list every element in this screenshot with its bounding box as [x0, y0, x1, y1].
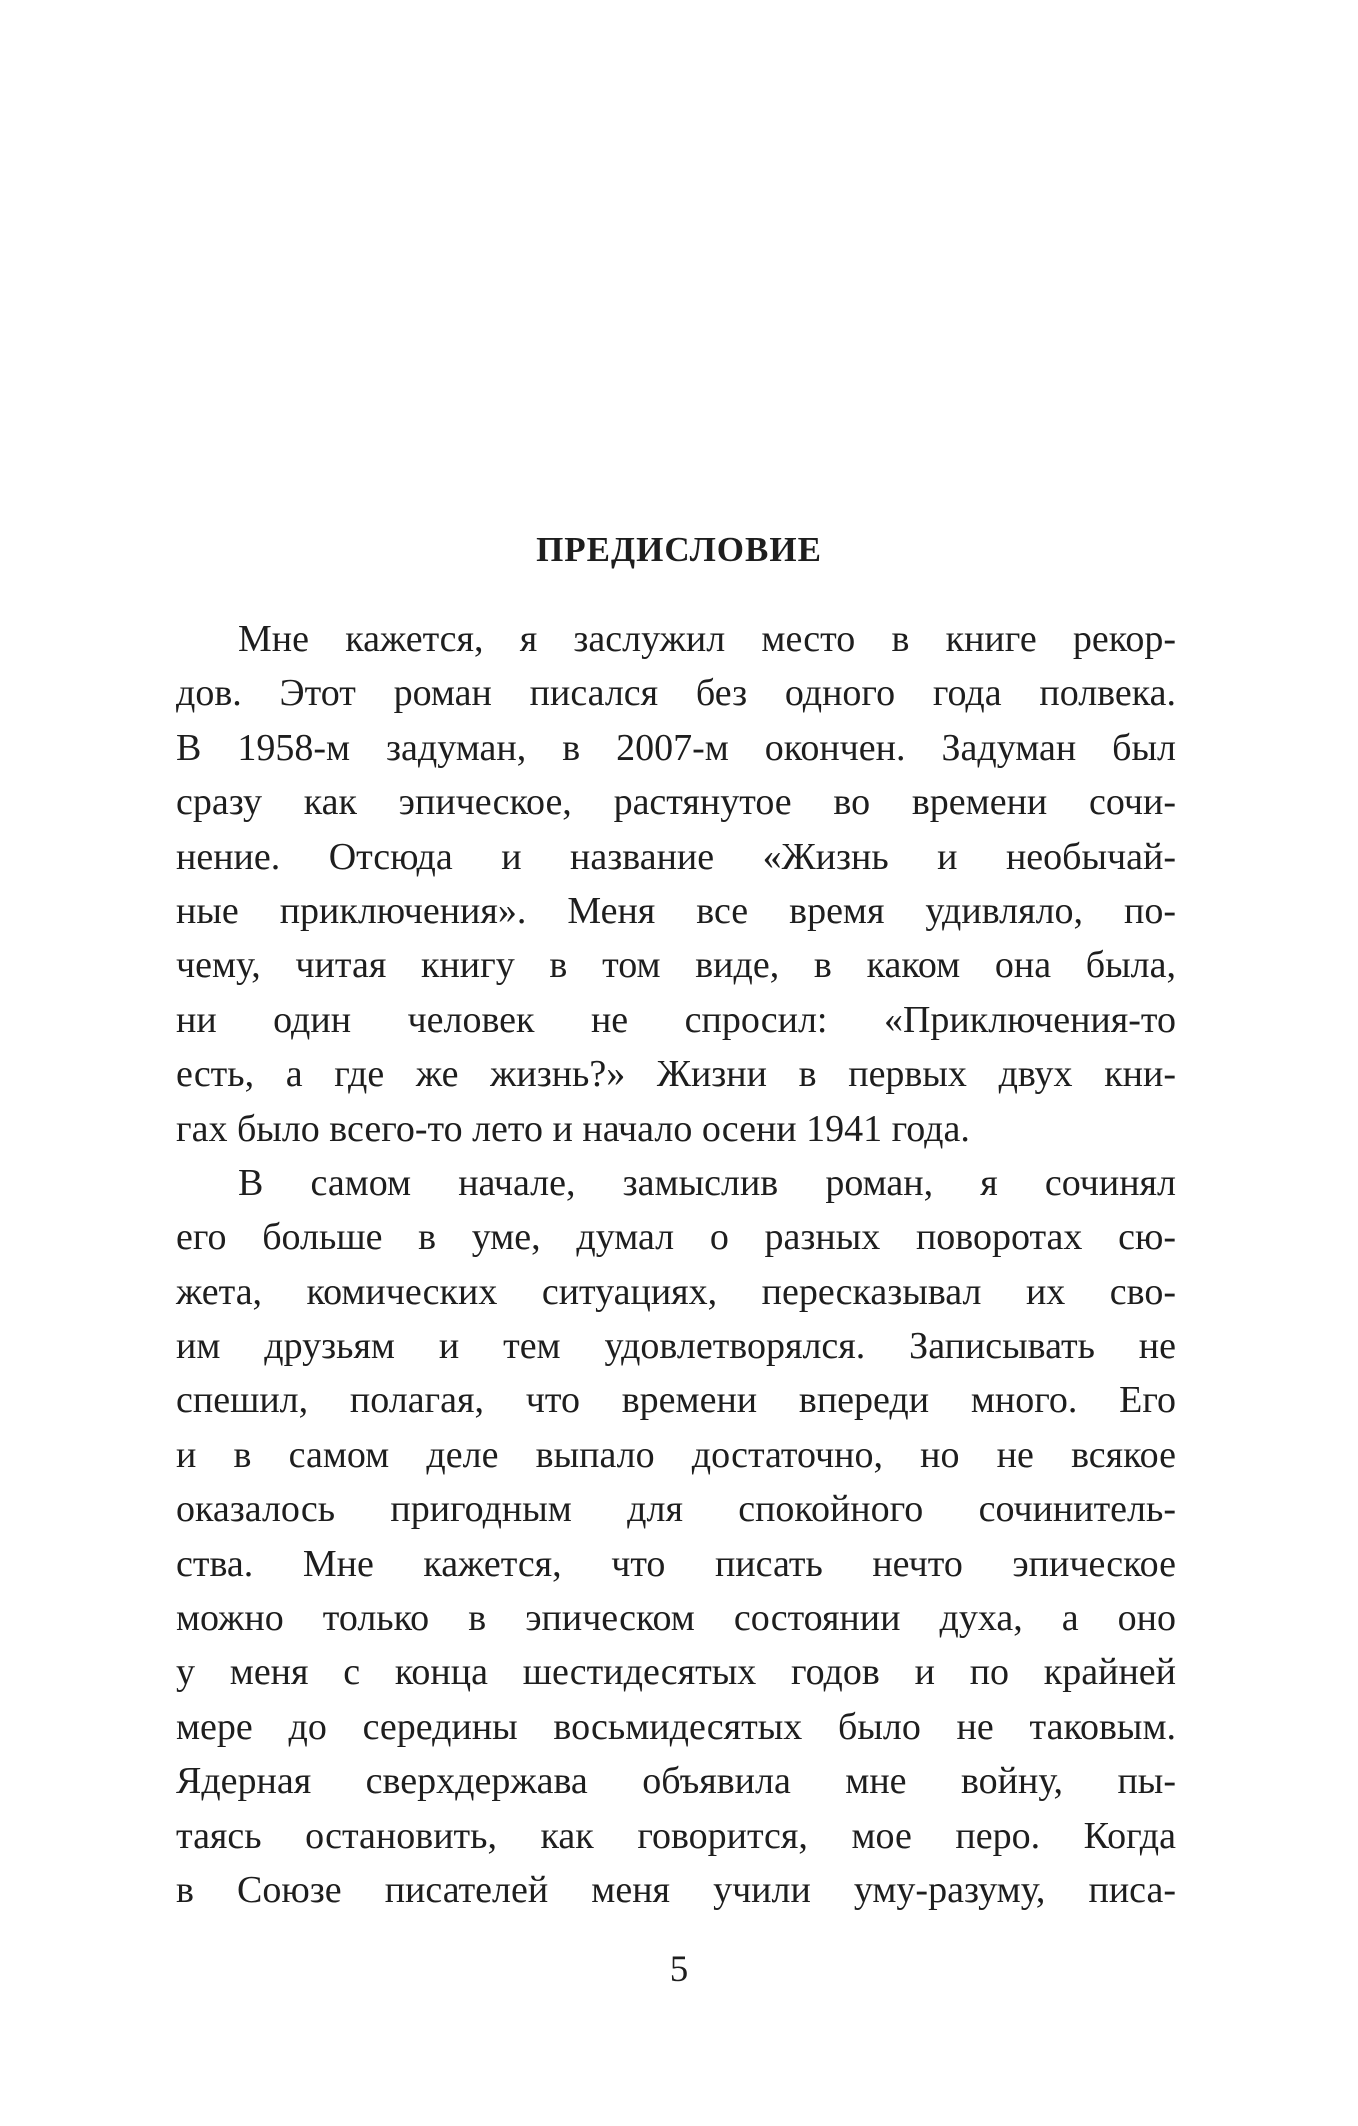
text-line: ни один человек не спросил: «Приключения-то: [176, 998, 1176, 1041]
text-line: нение. Отсюда и название «Жизнь и необычай-: [176, 835, 1176, 878]
text-line: ства. Мне кажется, что писать нечто эпическое: [176, 1542, 1176, 1585]
text-line: спешил, полагая, что времени впереди много. Его: [176, 1379, 1176, 1422]
body-text: [176, 612, 1176, 1917]
text-line: таясь остановить, как говорится, мое перо. Когда: [176, 1814, 1176, 1857]
page-number: 5: [669, 1949, 689, 1990]
text-line: жета, комических ситуациях, пересказывал их сво-: [176, 1270, 1176, 1313]
text-line: и в самом деле выпало достаточно, но не всякое: [176, 1433, 1176, 1476]
text-line: его больше в уме, думал о разных поворотах сю-: [176, 1216, 1176, 1259]
text-line: ные приключения». Меня все время удивляло, по-: [176, 889, 1176, 932]
text-line: В 1958-м задуман, в 2007-м окончен. Задуман был: [176, 726, 1176, 769]
text-line: есть, а где же жизнь?» Жизни в первых двух кни-: [176, 1053, 1176, 1096]
text-line: сразу как эпическое, растянутое во времени сочи-: [176, 781, 1176, 824]
text-line: в Союзе писателей меня учили уму-разуму, писа-: [176, 1868, 1176, 1911]
text-line: гах было всего-то лето и начало осени 1941 года.: [176, 1107, 970, 1150]
text-line: чему, читая книгу в том виде, в каком она была,: [176, 944, 1176, 987]
text-line: можно только в эпическом состоянии духа, а оно: [176, 1597, 1176, 1640]
chapter-heading: ПРЕДИСЛОВИЕ: [536, 530, 822, 569]
text-line: Мне кажется, я заслужил место в книге рекор-: [238, 618, 1176, 660]
text-line: мере до середины восьмидесятых было не таковым.: [176, 1705, 1176, 1748]
text-line: дов. Этот роман писался без одного года полвека.: [176, 672, 1176, 715]
text-line: Ядерная сверхдержава объявила мне войну, пы-: [176, 1760, 1176, 1803]
text-line: им друзьям и тем удовлетворялся. Записывать не: [176, 1325, 1176, 1368]
text-line: у меня с конца шестидесятых годов и по крайней: [176, 1651, 1176, 1694]
text-line: В самом начале, замыслив роман, я сочинял: [238, 1161, 1176, 1204]
text-line: оказалось пригодным для спокойного сочинитель-: [176, 1488, 1176, 1531]
